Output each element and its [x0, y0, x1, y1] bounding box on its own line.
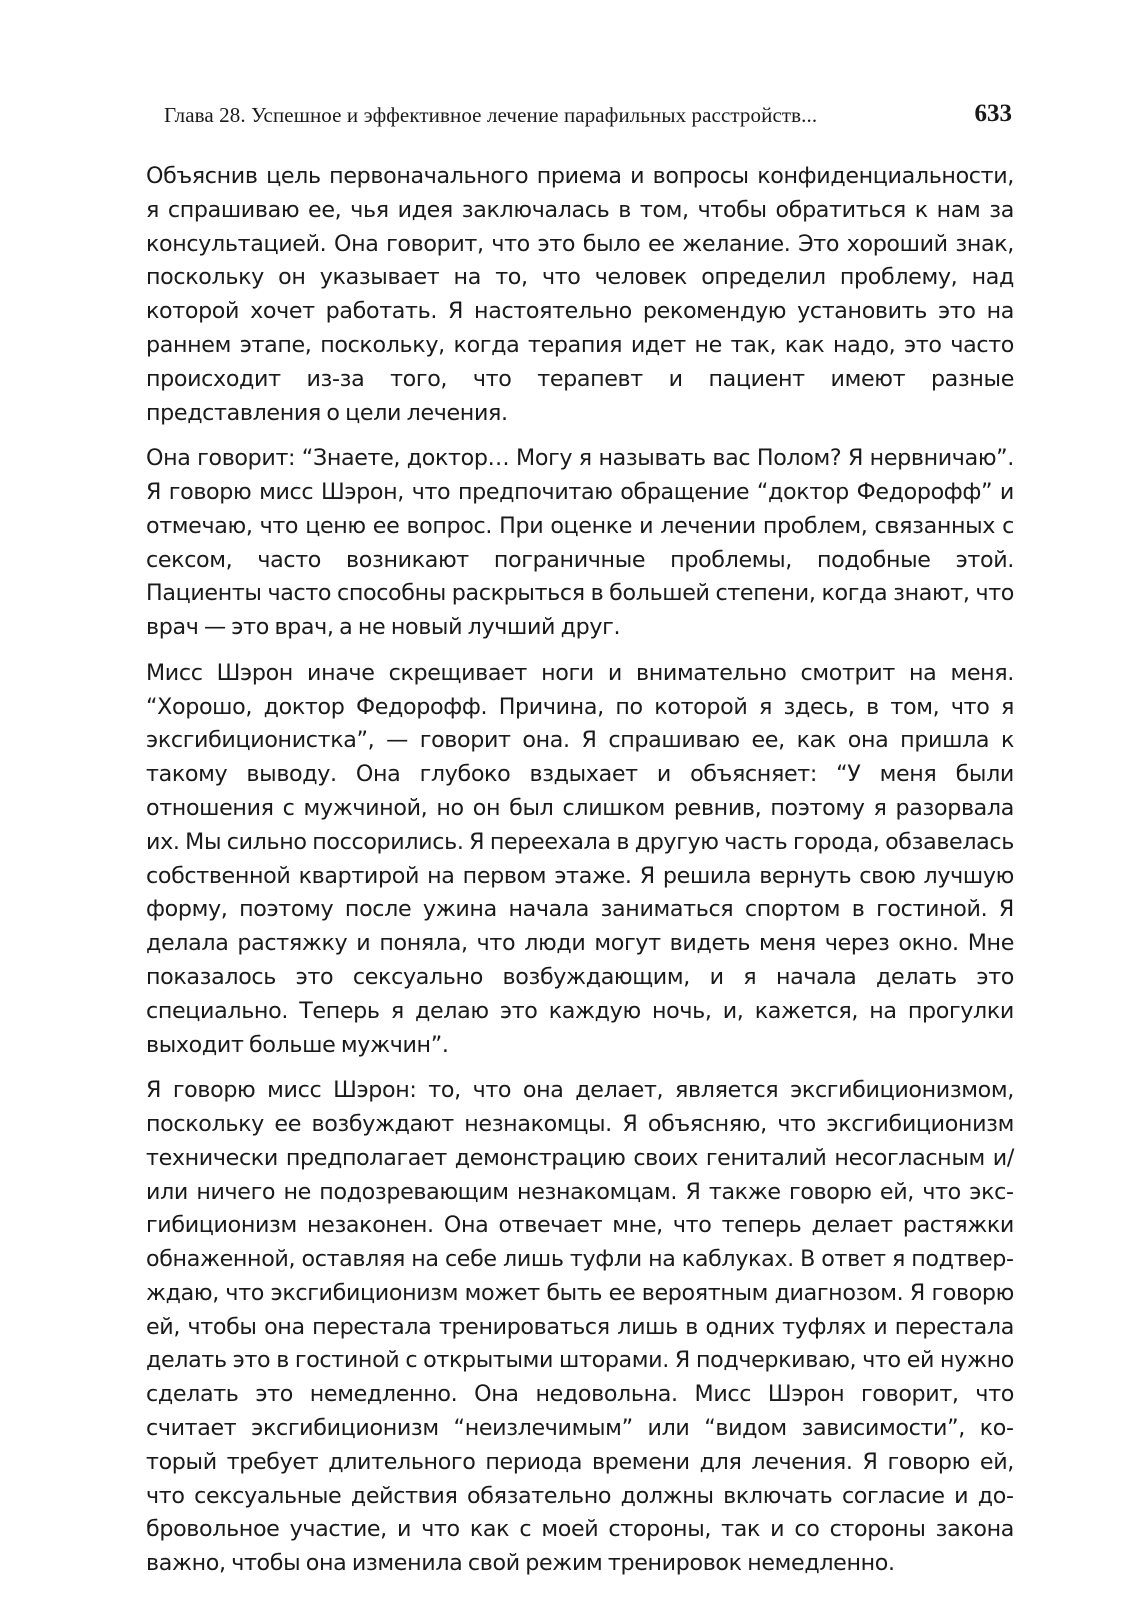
body-text [146, 160, 1014, 1593]
paragraph: Она говорит: “Знаете, доктор… Могу я называть вас Полом? Я нервничаю”. Я говорю мисс Шэрон, что предпочитаю обращение “доктор Федорофф” и отмечаю, что ценю ее вопрос. При оценке и лечении проблем, связанных с сексом, часто возникают пограничные проблемы, подобные этой. Пациенты часто способны раскрыться в большей степени, когда знают, что врач — это врач, а не новый лучший друг. [146, 445, 1014, 641]
page-number: 633 [974, 100, 1012, 127]
paragraph: Объяснив цель первоначального приема и вопросы конфиденциальности, я спрашиваю ее, чья идея заключалась в том, чтобы обратиться к нам за консультацией. Она говорит, что это было ее желание. Это хороший знак, поскольку он указывает на то, что человек определил проблему, над которой хочет работать. Я настоятельно рекомендую установить это на раннем этапе, поскольку, когда терапия идет не так, как надо, это часто происходит из-за того, что терапевт и пациент имеют разные представления о цели лечения. [146, 163, 1014, 426]
paragraph: Мисс Шэрон иначе скрещивает ноги и внимательно смотрит на меня. “Хорошо, доктор Федорофф. Причина, по которой я здесь, в том, что я эксгибиционистка”, — говорит она. Я спрашиваю ее, как она пришла к такому выводу. Она глубоко вздыхает и объясняет: “У меня были отношения с мужчиной, но он был слишком ревнив, поэтому я разорвала их. Мы сильно поссорились. Я переехала в другую часть города, обзавелась собственной квартирой на первом этаже. Я решила вернуть свою лучшую форму, поэтому после ужина начала заниматься спортом в гостиной. Я делала растяжку и поняла, что люди могут видеть меня через окно. Мне показалось это сексуально возбуждающим, и я начала делать это специально. Теперь я делаю это каждую ночь, и, кажется, на прогулки выходит больше мужчин”. [146, 659, 1014, 1058]
chapter-title: Глава 28. Успешное и эффективное лечение парафильных расстройств... [164, 103, 818, 127]
paragraph: Я говорю мисс Шэрон: то, что она делает, является эксгибиционизмом, поскольку ее возбуждают незнакомцы. Я объясняю, что эксгибиционизм технически предполагает демонстрацию своих гениталий несогласным и/ или ничего не подозревающим незнакомцам. Я также говорю ей, что эксгибиционизм незаконен. Она отвечает мне, что теперь делает растяжки обнаженной, оставляя на себе лишь туфли на каблуках. В ответ я подтверждаю, что эксгибиционизм может быть ее вероятным диагнозом. Я говорю ей, чтобы она перестала тренироваться лишь в одних туфлях и перестала делать это в гостиной с открытыми шторами. Я подчеркиваю, что ей нужно сделать это немедленно. Она недовольна. Мисс Шэрон говорит, что считает эксгибиционизм “неизлечимым” или “видом зависимости”, который требует длительного периода времени для лечения. Я говорю ей, что сексуальные действия обязательно должны включать согласие и добровольное участие, и что как с моей стороны, так и со стороны закона важно, чтобы она изменила свой режим тренировок немедленно. [146, 1077, 1014, 1577]
running-header [164, 100, 1012, 137]
